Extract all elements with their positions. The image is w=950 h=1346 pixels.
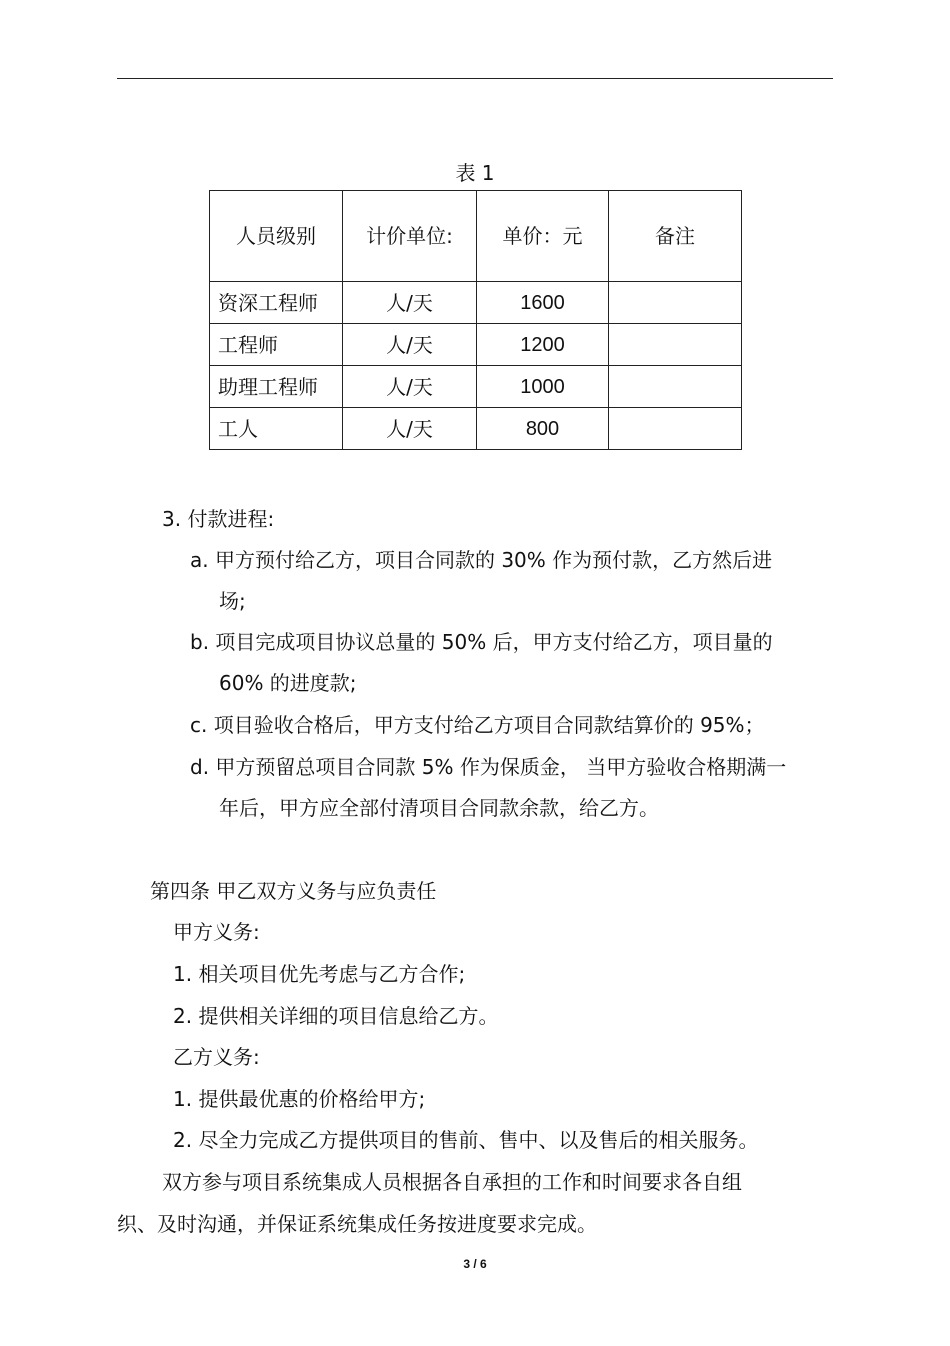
- unit-cell: 人/天: [343, 366, 477, 408]
- table-header-row: [210, 191, 742, 282]
- note-cell: [609, 282, 742, 324]
- table-row: [210, 282, 742, 324]
- table-header-cell: 备注: [609, 191, 742, 282]
- payment-item-d-cont: 年后，甲方应全部付清项目合同款余款，给乙方。: [219, 796, 659, 820]
- price-cell: 800: [477, 408, 609, 450]
- price-cell: 1200: [477, 324, 609, 366]
- level-cell: 工人: [210, 408, 343, 450]
- party-a-item: 1. 相关项目优先考虑与乙方合作;: [173, 962, 466, 986]
- payment-item-d: d. 甲方预留总项目合同款 5% 作为保质金， 当甲方验收合格期满一: [190, 755, 787, 779]
- price-cell: 1000: [477, 366, 609, 408]
- party-b-heading: 乙方义务:: [173, 1045, 260, 1069]
- table-header-cell: 人员级别: [210, 191, 343, 282]
- header-rule: [117, 78, 833, 79]
- table-caption: 表 1: [455, 161, 495, 185]
- payment-item-b-cont: 60% 的进度款;: [219, 671, 357, 695]
- table-header-cell: 单价：元: [477, 191, 609, 282]
- level-cell: 资深工程师: [210, 282, 343, 324]
- payment-item-b: b. 项目完成项目协议总量的 50% 后，甲方支付给乙方，项目量的: [190, 630, 773, 654]
- page-number: 3 / 6: [463, 1257, 487, 1271]
- table-row: [210, 324, 742, 366]
- level-cell: 工程师: [210, 324, 343, 366]
- payment-item-a-cont: 场;: [219, 589, 246, 613]
- payment-item-c: c. 项目验收合格后，甲方支付给乙方项目合同款结算价的 95%；: [190, 713, 765, 737]
- table-header-cell: 计价单位:: [343, 191, 477, 282]
- article-title: 第四条 甲乙双方义务与应负责任: [150, 879, 437, 903]
- note-cell: [609, 408, 742, 450]
- table-row: [210, 408, 742, 450]
- unit-cell: 人/天: [343, 282, 477, 324]
- party-a-heading: 甲方义务:: [173, 920, 260, 944]
- note-cell: [609, 366, 742, 408]
- party-b-item: 2. 尽全力完成乙方提供项目的售前、售中、以及售后的相关服务。: [173, 1128, 759, 1152]
- unit-cell: 人/天: [343, 324, 477, 366]
- closing-paragraph: 双方参与项目系统集成人员根据各自承担的工作和时间要求各自组: [162, 1170, 742, 1194]
- payment-item-a: a. 甲方预付给乙方，项目合同款的 30% 作为预付款，乙方然后进: [190, 548, 773, 572]
- rate-table: [209, 190, 742, 450]
- party-b-item: 1. 提供最优惠的价格给甲方;: [173, 1087, 426, 1111]
- price-cell: 1600: [477, 282, 609, 324]
- party-a-item: 2. 提供相关详细的项目信息给乙方。: [173, 1004, 499, 1028]
- payment-heading: 3. 付款进程:: [162, 507, 275, 531]
- unit-cell: 人/天: [343, 408, 477, 450]
- closing-paragraph-cont: 织、及时沟通，并保证系统集成任务按进度要求完成。: [117, 1212, 597, 1236]
- note-cell: [609, 324, 742, 366]
- level-cell: 助理工程师: [210, 366, 343, 408]
- table-row: [210, 366, 742, 408]
